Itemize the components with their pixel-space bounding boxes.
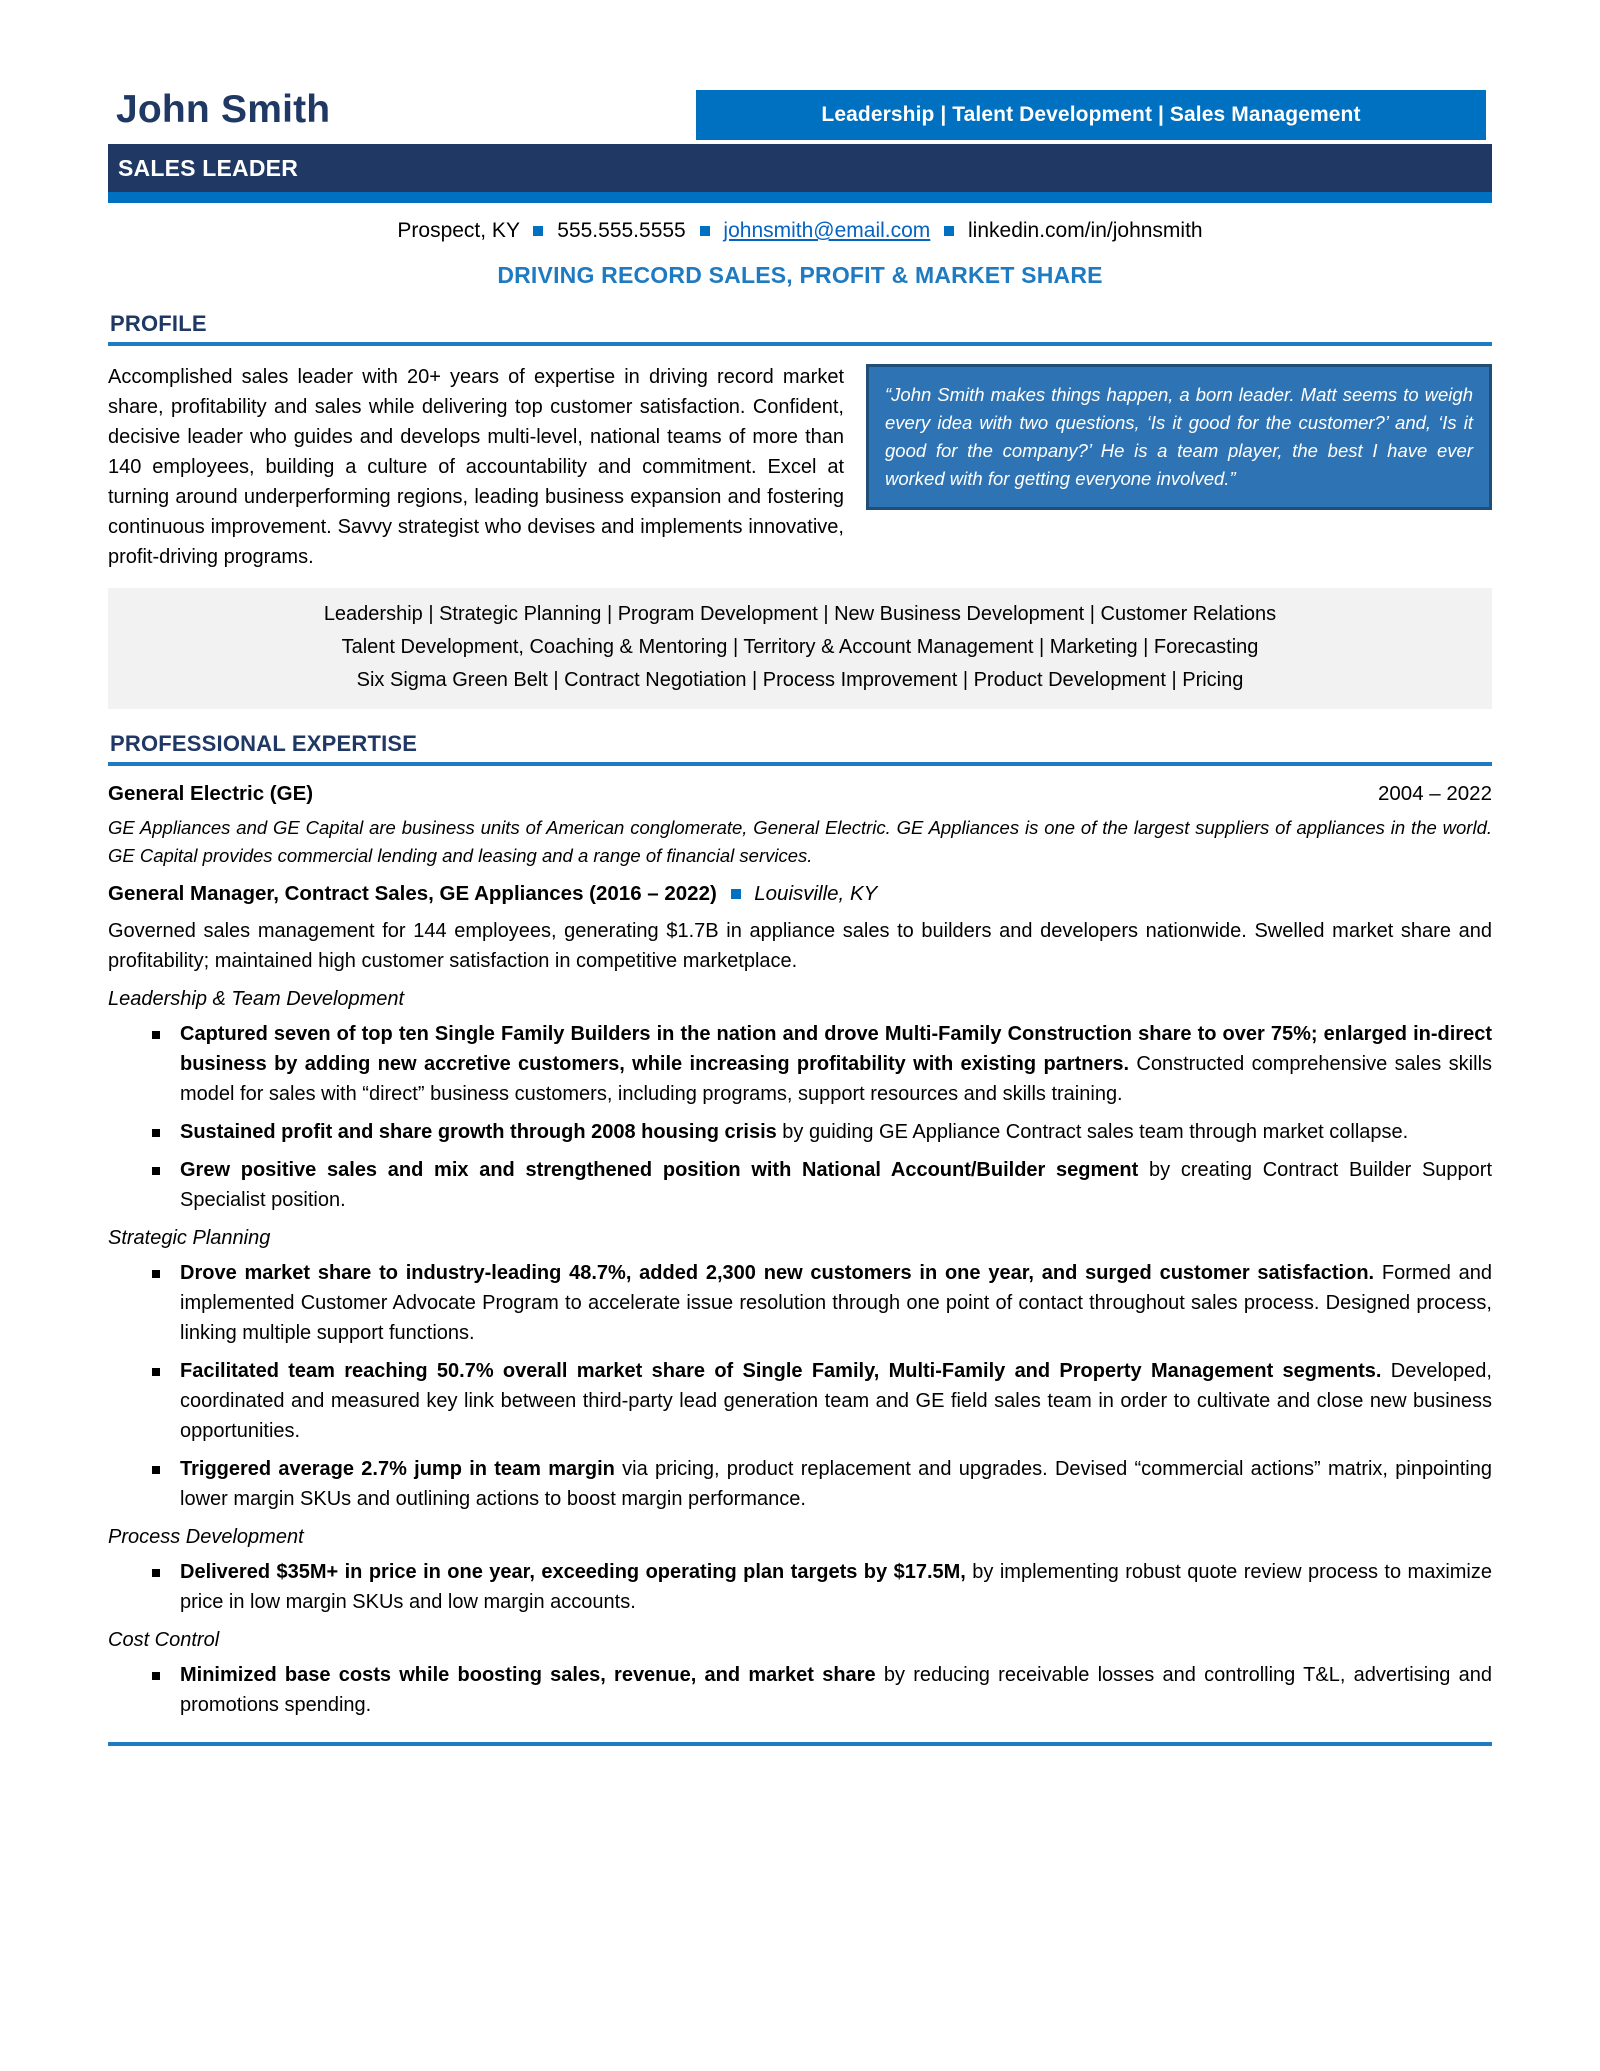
achievement-item: [108, 1019, 1492, 1109]
square-separator-icon: [944, 226, 954, 236]
resume-header: [108, 86, 1492, 196]
testimonial-text: “John Smith makes things happen, a born leader. Matt seems to weigh every idea with two questions, ‘Is it good for the customer?’ and, ‘Is it good for the company?’ He is a team player, the best I have ever worked with for getting everyone involved.”: [885, 384, 1473, 489]
employer-name: General Electric (GE): [108, 782, 314, 805]
achievement-detail: Formed and implemented Customer Advocate Program to accelerate issue resolution through one point of contact throughout sales process. Designed process, linking multiple support functions.: [180, 1262, 1492, 1344]
achievement-highlight: Minimized base costs while boosting sales, revenue, and market share: [180, 1664, 876, 1686]
footer-rule: [108, 1742, 1492, 1746]
achievement-list: [108, 1019, 1492, 1215]
header-accent-rule: [108, 192, 1492, 203]
core-skills-row-2: Talent Development, Coaching & Mentoring | Territory & Account Management | Marketing | Forecasting: [341, 636, 1259, 658]
employer-row: [108, 782, 1492, 806]
achievement-list: [108, 1557, 1492, 1617]
job-title-bar: [108, 144, 1492, 192]
achievement-item: [108, 1356, 1492, 1446]
achievement-highlight: Sustained profit and share growth through 2008 housing crisis: [180, 1121, 777, 1143]
achievement-item: [108, 1155, 1492, 1215]
tagline-banner: [696, 90, 1486, 140]
profile-paragraph: Accomplished sales leader with 20+ years of expertise in driving record market share, profitability and sales while delivering top customer satisfaction. Confident, decisive leader who guides and develops multi-level, national teams of more than 140 employees, building a culture of accountability and commitment. Excel at turning around underperforming regions, leading business expansion and fostering continuous improvement. Savvy strategist who devises and implements innovative, profit-driving programs.: [108, 366, 844, 568]
achievement-highlight: Triggered average 2.7% jump in team margin: [180, 1458, 615, 1480]
achievement-highlight: Facilitated team reaching 50.7% overall market share of Single Family, Multi-Family and Property Management segments.: [180, 1360, 1382, 1382]
resume-content: [108, 0, 1492, 1746]
achievement-item: [108, 1117, 1492, 1147]
achievement-subheading: Cost Control: [108, 1629, 220, 1651]
contact-phone: 555.555.5555: [557, 219, 686, 242]
square-separator-icon: [533, 226, 543, 236]
achievement-highlight: Drove market share to industry-leading 48.7%, added 2,300 new customers in one year, and surged customer satisfaction.: [180, 1262, 1375, 1284]
achievement-item: [108, 1454, 1492, 1514]
achievement-detail: Developed, coordinated and measured key link between third-party lead generation team and GE field sales team in order to cultivate and close new business opportunities.: [180, 1360, 1492, 1442]
core-skills-row-1: Leadership | Strategic Planning | Program Development | New Business Development | Customer Relations: [323, 603, 1277, 625]
achievement-highlight: Delivered $35M+ in price in one year, exceeding operating plan targets by $17.5M,: [180, 1561, 966, 1583]
testimonial-box: [866, 364, 1492, 510]
profile-block: [108, 362, 1492, 572]
job-title-text: SALES LEADER: [118, 154, 299, 181]
contact-location: Prospect, KY: [397, 219, 520, 242]
candidate-name: John Smith: [116, 88, 331, 131]
section-rule-expertise: [108, 762, 1492, 766]
employer-description: GE Appliances and GE Capital are business units of American conglomerate, General Electric. GE Appliances is one of the largest suppliers of appliances in the world. GE Capital provides commercial lending and leasing and a range of financial services.: [108, 817, 1492, 866]
achievement-list: [108, 1258, 1492, 1514]
achievement-highlight: Captured seven of top ten Single Family Builders in the nation and drove Multi-Family Construction share to over 75%; enlarged in-direct business by adding new accretive customers, while increasing profitability with existing partners.: [180, 1023, 1492, 1075]
core-skills-band: [108, 588, 1492, 709]
achievement-subheading: Process Development: [108, 1526, 304, 1548]
employer-dates: 2004 – 2022: [1377, 782, 1492, 805]
section-heading-expertise: PROFESSIONAL EXPERTISE: [110, 731, 418, 756]
achievement-highlight: Grew positive sales and mix and strengthened position with National Account/Builder segment: [180, 1159, 1139, 1181]
square-separator-icon: [731, 889, 741, 899]
role-line: [108, 882, 1492, 906]
tagline-text: Leadership | Talent Development | Sales Management: [821, 103, 1361, 126]
achievement-detail: via pricing, product replacement and upgrades. Devised “commercial actions” matrix, pinpointing lower margin SKUs and outlining actions to boost margin performance.: [180, 1458, 1492, 1510]
contact-line: [108, 216, 1492, 246]
section-heading-profile: PROFILE: [110, 311, 207, 336]
name-row: [108, 86, 1492, 144]
section-rule-profile: [108, 342, 1492, 346]
square-separator-icon: [700, 226, 710, 236]
role-title: General Manager, Contract Sales, GE Appliances (2016 – 2022): [108, 882, 717, 905]
achievement-detail: by implementing robust quote review process to maximize price in low margin SKUs and low margin accounts.: [180, 1561, 1492, 1613]
achievement-subheading: Leadership & Team Development: [108, 988, 405, 1010]
achievement-detail: by guiding GE Appliance Contract sales team through market collapse.: [776, 1121, 1409, 1143]
role-location: Louisville, KY: [754, 882, 878, 905]
achievement-item: [108, 1660, 1492, 1720]
headline-statement: DRIVING RECORD SALES, PROFIT & MARKET SHARE: [497, 262, 1103, 288]
achievement-item: [108, 1557, 1492, 1617]
achievement-detail: by creating Contract Builder Support Specialist position.: [180, 1159, 1492, 1211]
achievement-detail: Constructed comprehensive sales skills model for sales with “direct” business customers, including programs, support resources and skills training.: [180, 1053, 1493, 1105]
contact-linkedin: linkedin.com/in/johnsmith: [968, 219, 1203, 242]
achievement-list: [108, 1660, 1492, 1720]
core-skills-row-3: Six Sigma Green Belt | Contract Negotiation | Process Improvement | Product Development | Pricing: [356, 669, 1244, 691]
achievement-subheading: Strategic Planning: [108, 1227, 271, 1249]
achievement-item: [108, 1258, 1492, 1348]
contact-email-link[interactable]: johnsmith@email.com: [723, 219, 931, 242]
achievement-detail: by reducing receivable losses and controlling T&L, advertising and promotions spending.: [180, 1664, 1493, 1716]
role-summary: Governed sales management for 144 employees, generating $1.7B in appliance sales to builders and developers nationwide. Swelled market share and profitability; maintained high customer satisfaction in competitive marketplace.: [108, 920, 1492, 972]
achievement-groups: [108, 988, 1492, 1720]
